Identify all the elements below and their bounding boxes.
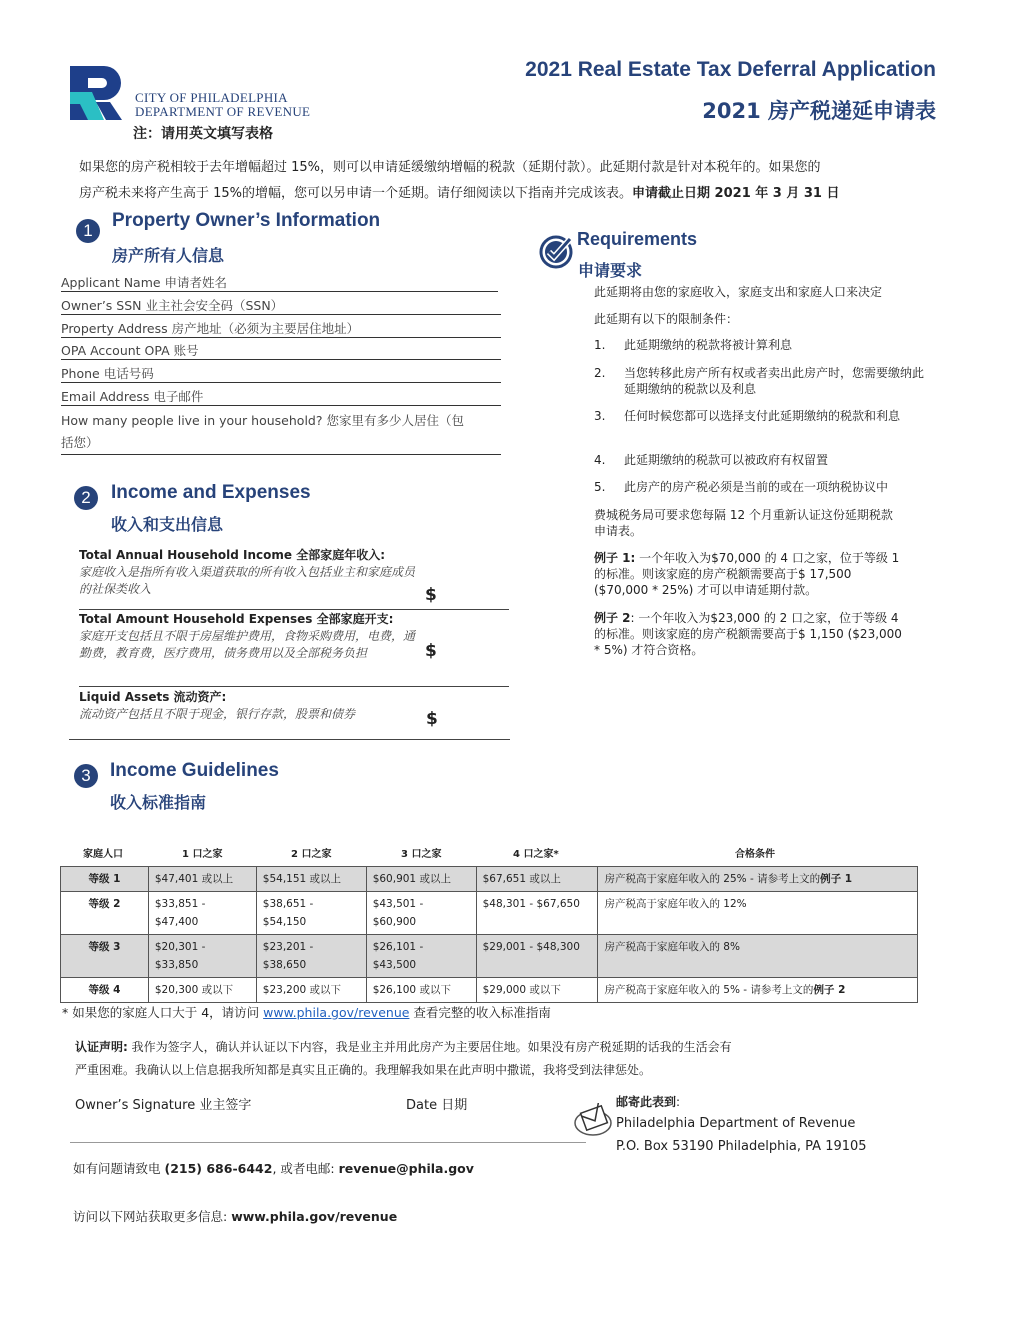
checkmark-badge [539,235,573,269]
income-label: Total Annual Household Income 全部家庭年收入: [79,548,386,562]
table-footnote [62,1003,551,1021]
expenses-divider [79,686,509,687]
income-guidelines-table [60,866,918,1003]
requirement-item [594,479,924,495]
fill-in-english-note: 注：请用英文填写表格 [133,126,273,142]
table-cell: $60,901 或以上 [366,867,476,892]
expenses-label: Total Amount Household Expenses 全部家庭开支: [79,612,394,626]
requirement-num: 4. [594,453,606,467]
table-row [61,978,918,1003]
section1-title-zh: 房产所有人信息 [112,246,225,265]
header-eligibility: 合格条件 [735,849,775,860]
section3-title-en: Income Guidelines [110,760,279,781]
signature-label: Owner’s Signature 业主签字 [75,1098,252,1113]
table-cell: $43,501 - $60,900 [366,892,476,935]
intro-line2 [79,181,949,207]
envelope-icon [573,1103,613,1139]
level-cell: 等级 2 [61,892,149,935]
table-cell: $23,201 - $38,650 [256,935,366,978]
household-question: How many people live in your household? 您家里有多少人居住（包 [61,413,464,428]
recertification-note: 费城税务局可要求您每隔 12 个月重新认证这份延期税款申请表。 [594,508,893,538]
example-1-label: 例子 1: [594,551,636,565]
condition-text: 房产税高于家庭年收入的 12% [604,898,747,910]
revenue-link[interactable]: www.phila.gov/revenue [263,1005,410,1020]
example-2-label: 例子 2 [594,611,631,625]
certification-text: 我作为签字人，确认并认证以下内容，我是业主并用此房产为主要居住地。如果没有房产税延期的话我的生活会有 [127,1040,732,1054]
example-1 [594,550,906,598]
mail-label-colon: : [676,1095,681,1109]
page-title-zh: 2021 房产税递延申请表 [702,99,936,123]
table-row [61,892,918,935]
table-cell: $47,401 或以上 [148,867,256,892]
expenses-block [79,611,424,662]
assets-divider [69,739,510,740]
example-2-text: : 一个年收入为$23,000 的 2 口之家，位于等级 4 的标准。则该家庭的房产税额需要高于$ 1,150 ($23,000 * 5%) 才符合资格。 [594,611,902,657]
checkmark-icon [539,235,573,269]
page-title-en: 2021 Real Estate Tax Deferral Application [525,58,936,81]
table-row [61,867,918,892]
table-cell: $29,000 或以下 [476,978,598,1003]
requirement-item [594,408,924,424]
section3-number: 3 [74,764,98,788]
condition-example: 例子 2 [813,984,846,996]
requirements-title-en: Requirements [577,229,698,249]
table-cell: $20,301 - $33,850 [148,935,256,978]
mail-icon-wrap [573,1103,613,1139]
table-cell: $20,300 或以下 [148,978,256,1003]
requirement-text: 当您转移此房产所有权或者卖出此房产时，您需要缴纳此延期缴纳的税款以及利息 [624,366,925,396]
requirements-limits: 此延期有以下的限制条件： [594,312,739,326]
condition-text: 房产税高于家庭年收入的 8% [604,941,740,953]
website-link[interactable]: www.phila.gov/revenue [231,1209,398,1224]
applicant-name-field[interactable]: Applicant Name 申请者姓名 [61,273,498,292]
intro-line1: 如果您的房产税相较于去年增幅超过 15%，则可以申请延缓缴纳增幅的税款（延期付款）。此延期付款是针对本税年的。如果您的 [79,160,821,175]
example-2 [594,610,906,658]
income-block [79,547,429,598]
income-divider [79,609,509,610]
level-cell: 等级 1 [61,867,149,892]
certification-label: 认证声明: [75,1040,128,1054]
org-name [135,91,310,119]
certification-line1 [75,1036,835,1059]
header-4-person: 4 口之家* [513,849,559,860]
header-3-person: 3 口之家 [401,849,442,860]
requirements-intro: 此延期将由您的家庭收入，家庭支出和家庭人口来决定 [594,285,883,299]
household-question-cont: 括您） [61,435,99,450]
requirement-num: 5. [594,480,606,494]
table-cell: $67,651 或以上 [476,867,598,892]
email-field[interactable]: Email Address 电子邮件 [61,387,501,406]
section1-title-en: Property Owner’s Information [112,210,381,231]
expenses-description: 家庭开支包括且不限于房屋维护费用，食物采购费用，电费，通勤费，教育费，医疗费用，债务费用以及全部税务负担 [79,629,416,660]
email-address[interactable]: revenue@phila.gov [338,1161,474,1176]
expenses-currency[interactable]: $ [425,641,437,661]
income-description: 家庭收入是指所有收入渠道获取的所有收入包括业主和家庭成员的社保类收入 [79,565,416,596]
contact-phone-text: 如有问题请致电 [73,1161,165,1176]
deadline-text: 申请截止日期 2021 年 3 月 31 日 [632,186,840,201]
section2-title-zh: 收入和支出信息 [111,515,224,534]
assets-description: 流动资产包括且不限于现金，银行存款，股票和债券 [79,707,356,721]
table-row [61,935,918,978]
requirement-text: 此房产的房产税必须是当前的或在一项纳税协议中 [624,480,889,494]
org-line2: DEPARTMENT OF REVENUE [135,104,311,119]
table-cell: $54,151 或以上 [256,867,366,892]
contact-phone [73,1159,474,1177]
mail-address-line2: P.O. Box 53190 Philadelphia, PA 19105 [616,1139,867,1154]
requirement-text: 此延期缴纳的税款将被计算利息 [624,338,793,352]
header-1-person: 1 口之家 [182,849,223,860]
condition-cell [598,867,918,892]
table-cell: $23,200 或以下 [256,978,366,1003]
intro-line2-text: 房产税未来将产生高于 15%的增幅，您可以另申请一个延期。请仔细阅读以下指南并完成该表。 [79,186,633,201]
phone-field[interactable]: Phone 电话号码 [61,364,501,383]
table-cell: $29,001 - $48,300 [476,935,598,978]
intro-text [79,155,949,207]
city-logo-icon [70,66,130,120]
income-currency[interactable]: $ [425,585,437,605]
ssn-field[interactable]: Owner’s SSN 业主社会安全码（SSN） [61,296,501,315]
condition-example: 例子 1 [820,873,853,885]
mail-label-text: 邮寄此表到 [616,1095,677,1109]
signature-line[interactable] [70,1142,586,1143]
household-size-field[interactable] [61,410,501,455]
requirement-item [594,337,924,353]
requirement-text: 任何时候您都可以选择支付此延期缴纳的税款和利息 [624,409,901,423]
condition-text: 房产税高于家庭年收入的 5% - 请参考上文的 [604,984,814,996]
assets-block [79,689,419,723]
section1-number: 1 [76,219,100,243]
mail-address-line1: Philadelphia Department of Revenue [616,1116,856,1131]
property-address-field[interactable]: Property Address 房产地址（必须为主要居住地址） [61,319,501,338]
certification [75,1036,835,1082]
requirement-num: 3. [594,409,606,423]
example-1-text: 一个年收入为$70,000 的 4 口之家，位于等级 1 的标准。则该家庭的房产税额需要高于$ 17,500 ($70,000 * 25%) 才可以申请延期付款。 [594,551,900,597]
table-cell: $38,651 - $54,150 [256,892,366,935]
date-label: Date 日期 [406,1098,468,1113]
condition-cell [598,978,918,1003]
table-cell: $33,851 - $47,400 [148,892,256,935]
requirement-item [594,452,924,468]
opa-account-field[interactable]: OPA Account OPA 账号 [61,341,501,360]
footnote-text: * 如果您的家庭人口大于 4，请访问 [62,1005,264,1020]
header-household: 家庭人口 [83,849,123,860]
requirements-title-zh: 申请要求 [578,261,643,280]
assets-currency[interactable]: $ [426,709,438,729]
requirement-num: 1. [594,338,606,352]
section2-title-en: Income and Expenses [111,482,311,503]
city-logo [70,66,130,120]
table-cell: $26,100 或以下 [366,978,476,1003]
condition-text: 房产税高于家庭年收入的 25% - 请参考上文的 [604,873,821,885]
level-cell: 等级 4 [61,978,149,1003]
requirement-item [594,365,924,397]
contact-web [73,1207,397,1225]
header-2-person: 2 口之家 [291,849,332,860]
mail-label [616,1093,680,1110]
assets-label: Liquid Assets 流动资产: [79,690,227,704]
contact-web-text: 访问以下网站获取更多信息: [73,1209,232,1224]
table-cell: $48,301 - $67,650 [476,892,598,935]
requirement-num: 2. [594,366,606,380]
section3-title-zh: 收入标准指南 [110,793,207,812]
org-line1: CITY OF PHILADELPHIA [135,90,288,105]
condition-cell [598,935,918,978]
condition-cell [598,892,918,935]
requirement-text: 此延期缴纳的税款可以被政府有权留置 [624,453,829,467]
footnote-text-end: 查看完整的收入标准指南 [409,1005,551,1020]
phone-number[interactable]: (215) 686-6442 [164,1161,273,1176]
table-cell: $26,101 - $43,500 [366,935,476,978]
contact-email-text: , 或者电邮: [272,1161,339,1176]
section2-number: 2 [74,486,98,510]
certification-line2: 严重困难。我确认以上信息据我所知都是真实且正确的。我理解我如果在此声明中撒谎，我将受到法律惩处。 [75,1063,652,1077]
level-cell: 等级 3 [61,935,149,978]
